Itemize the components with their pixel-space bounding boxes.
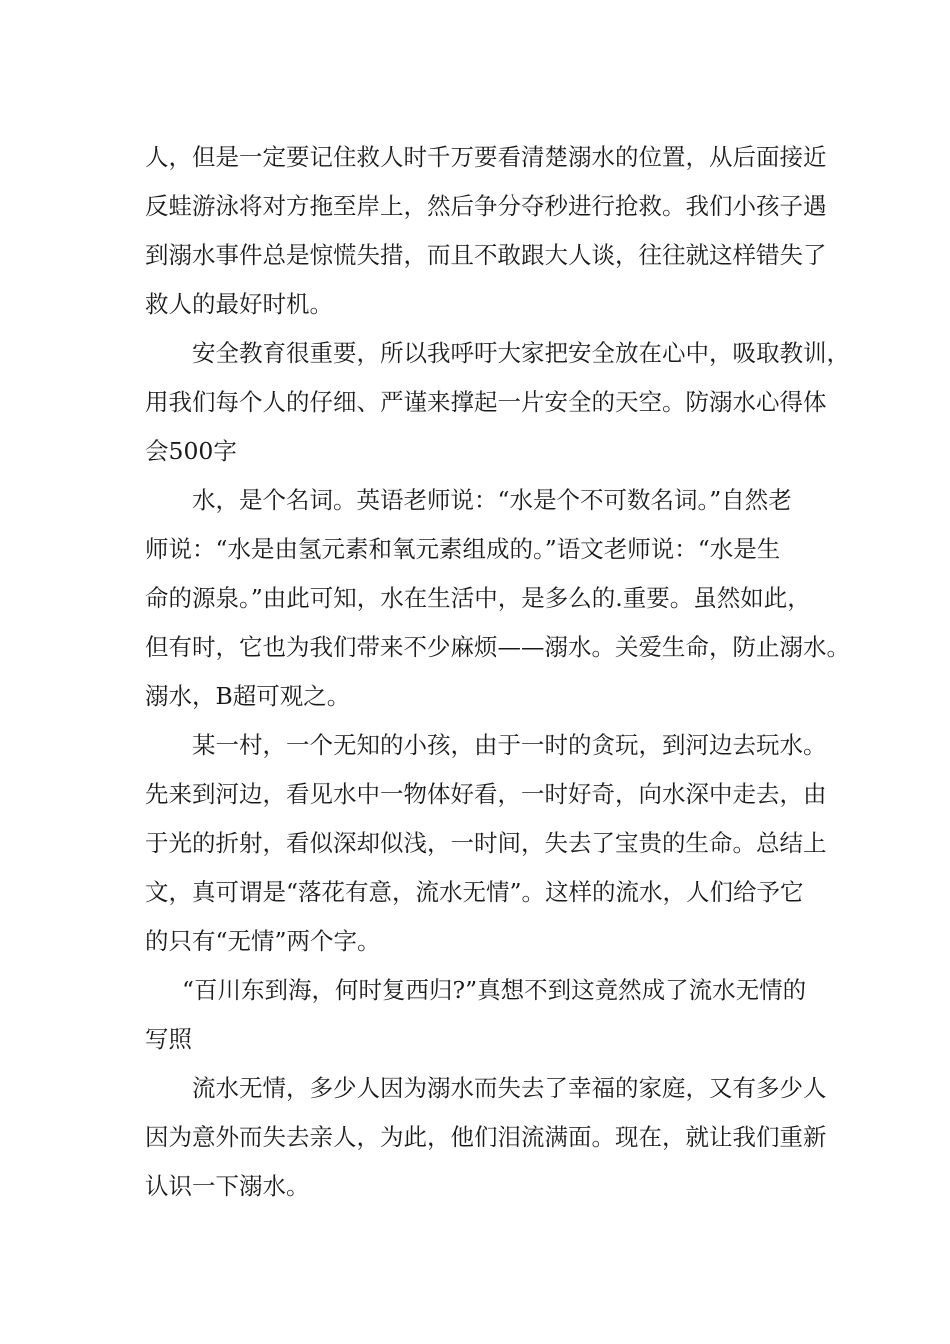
text-line: 但有时，它也为我们带来不少麻烦——溺水。关爱生命，防止溺水。 xyxy=(145,633,850,661)
text-line: 溺水，B超可观之。 xyxy=(145,682,351,710)
text-line: 写照 xyxy=(145,1025,192,1053)
paragraph-safety-education xyxy=(145,329,850,476)
text-line: 安全教育很重要，所以我呼吁大家把安全放在心中，吸取教训， xyxy=(192,339,850,367)
text-line: 用我们每个人的仔细、严谨来撑起一片安全的天空。防溺水心得体 xyxy=(145,388,827,416)
text-line: 会500字 xyxy=(145,437,237,465)
document-body xyxy=(145,133,850,1211)
text-line: 水，是个名词。英语老师说：“水是个不可数名词。”自然老 xyxy=(192,486,792,514)
text-line: 人，但是一定要记住救人时千万要看清楚溺水的位置，从后面接近 xyxy=(145,143,827,171)
text-line: 某一村，一个无知的小孩，由于一时的贪玩，到河边去玩水。 xyxy=(192,731,827,759)
text-line: 文，真可谓是“落花有意，流水无情”。这样的流水，人们给予它 xyxy=(145,878,804,906)
text-line: 认识一下溺水。 xyxy=(145,1172,310,1200)
paragraph-village-story xyxy=(145,721,827,966)
text-line: 命的源泉。”由此可知，水在生活中，是多么的.重要。虽然如此， xyxy=(145,584,811,612)
paragraph-rescue-tips xyxy=(145,133,827,329)
text-line: 救人的最好时机。 xyxy=(145,290,333,318)
text-line: 到溺水事件总是惊慌失措，而且不敢跟大人谈，往往就这样错失了 xyxy=(145,241,827,269)
text-line: “百川东到海，何时复西归?”真想不到这竟然成了流水无情的 xyxy=(182,976,807,1004)
text-line: 流水无情，多少人因为溺水而失去了幸福的家庭，又有多少人 xyxy=(192,1074,827,1102)
text-line: 师说：“水是由氢元素和氧元素组成的。”语文老师说：“水是生 xyxy=(145,535,781,563)
paragraph-ruthless-water xyxy=(145,1064,827,1211)
text-line: 于光的折射，看似深却似浅，一时间，失去了宝贵的生命。总结上 xyxy=(145,829,827,857)
text-line: 的只有“无情”两个字。 xyxy=(145,927,381,955)
text-line: 先来到河边，看见水中一物体好看，一时好奇，向水深中走去，由 xyxy=(145,780,827,808)
paragraph-poem-quote xyxy=(145,966,810,1064)
text-line: 反蛙游泳将对方拖至岸上，然后争分夺秒进行抢救。我们小孩子遇 xyxy=(145,192,827,220)
text-line: 因为意外而失去亲人，为此，他们泪流满面。现在，就让我们重新 xyxy=(145,1123,827,1151)
paragraph-water-definition xyxy=(145,476,850,721)
